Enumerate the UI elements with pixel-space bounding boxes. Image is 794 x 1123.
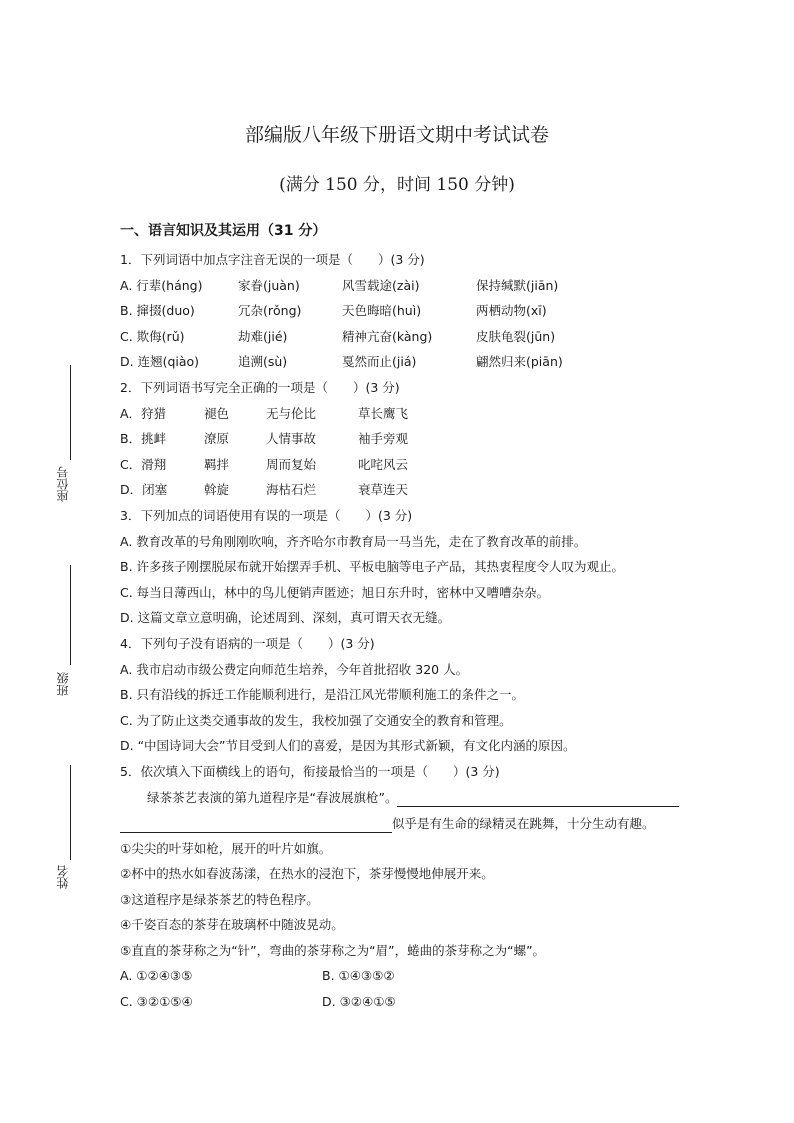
fill-blank[interactable] [120, 818, 392, 833]
option-word: 家眷(juàn) [238, 278, 300, 293]
option-word: 叱咤风云 [358, 457, 409, 472]
question-5-item: ②杯中的热水如春波荡漾，在热水的浸泡下，茶芽慢慢地伸展开来。 [120, 866, 494, 881]
option-word: 风雪载途(zài) [342, 278, 420, 293]
question-5-passage-line-1 [147, 789, 679, 807]
option-word: 翩然归来(piān) [476, 354, 563, 369]
question-4-option-c: C. 为了防止这类交通事故的发生，我校加强了交通安全的教育和管理。 [120, 713, 512, 728]
class-label: 班级 [56, 672, 70, 696]
option-word: 人情事故 [266, 431, 317, 446]
question-4-option-d: D. “中国诗词大会”节目受到人们的喜爱，是因为其形式新颖，有文化内涵的原因。 [120, 738, 576, 753]
option-word: 周而复始 [266, 457, 317, 472]
question-4-option-b: B. 只有沿线的拆迁工作能顺利进行，是沿江风光带顺利施工的条件之一。 [120, 687, 525, 702]
option-word: 追溯(sù) [238, 354, 288, 369]
question-3-option-d: D. 这篇文章立意明确，论述周到、深刻，真可谓天衣无缝。 [120, 610, 451, 625]
option-word: 海枯石烂 [266, 482, 317, 497]
option-word: A．狩猎 [120, 406, 167, 421]
name-label: 姓名 [56, 865, 70, 889]
option-word: C. 欺侮(rǔ) [120, 329, 185, 344]
option-c: C. ③②①⑤④ [120, 994, 193, 1009]
question-5-item: ⑤直直的茶芽称之为“针”，弯曲的茶芽称之为“眉”，蜷曲的茶芽称之为“螺”。 [120, 943, 546, 958]
name-blank-line [70, 765, 71, 860]
option-word: 草长鹰飞 [358, 406, 409, 421]
question-3-option-a: A. 教育改革的号角刚刚吹响，齐齐哈尔市教育局一马当先，走在了教育改革的前排。 [120, 534, 587, 549]
option-word: 袖手旁观 [358, 431, 409, 446]
option-word: 天色晦暗(huì) [342, 303, 422, 318]
question-4-stem: 4．下列句子没有语病的一项是（ ）(3 分) [120, 636, 375, 651]
passage-text: 绿茶茶艺表演的第九道程序是“春波展旗枪”。 [147, 790, 398, 805]
option-a: A. ①②④③⑤ [120, 968, 193, 983]
option-word: 无与伦比 [266, 406, 317, 421]
question-3-stem: 3．下列加点的词语使用有误的一项是（ ）(3 分) [120, 508, 413, 523]
option-word: B．挑衅 [120, 431, 167, 446]
option-d: D. ③②④①⑤ [322, 994, 396, 1009]
option-word: 羁拌 [204, 457, 230, 472]
option-word: C．滑翔 [120, 457, 167, 472]
option-word: 劫难(jié) [238, 329, 288, 344]
question-5-stem: 5．依次填入下面横线上的语句，衔接最恰当的一项是（ ）(3 分) [120, 764, 500, 779]
question-5-item: ④千姿百态的茶芽在玻璃杯中随波晃动。 [120, 917, 344, 932]
fill-blank[interactable] [397, 792, 679, 807]
option-word: D. 连翘(qiào) [120, 354, 200, 369]
question-3-option-b: B. 许多孩子刚摆脱尿布就开始摆弄手机、平板电脑等电子产品，其热衷程度令人叹为观止。 [120, 559, 625, 574]
passage-text: 似乎是有生命的绿精灵在跳舞，十分生动有趣。 [392, 816, 655, 831]
option-b: B. ①④③⑤② [322, 968, 395, 983]
option-word: 潦原 [204, 431, 230, 446]
page-title: 部编版八年级下册语文期中考试试卷 [244, 124, 549, 146]
question-5-passage-line-2 [120, 815, 655, 833]
question-2-stem: 2．下列词语书写完全正确的一项是（ ）(3 分) [120, 380, 400, 395]
class-blank-line [70, 565, 71, 665]
question-1-stem: 1．下列词语中加点字注音无误的一项是（ ）(3 分) [120, 252, 425, 267]
option-word: 褪色 [204, 406, 230, 421]
option-word: A. 行辈(háng) [120, 278, 203, 293]
question-3-option-c: C. 每当日薄西山，林中的鸟儿便销声匿迹；旭日东升时，密林中又嘈嘈杂杂。 [120, 585, 550, 600]
option-word: D．闭塞 [120, 482, 168, 497]
option-word: 精神亢奋(kàng) [342, 329, 433, 344]
option-word: 戛然而止(jiá) [342, 354, 417, 369]
option-word: 斡旋 [204, 482, 230, 497]
question-4-option-a: A. 我市启动市级公费定向师范生培养，今年首批招收 320 人。 [120, 662, 469, 677]
question-5-item: ①尖尖的叶芽如枪，展开的叶片如旗。 [120, 841, 332, 856]
seat-blank-line [70, 365, 71, 460]
option-word: 保持缄默(jiān) [476, 278, 559, 293]
seat-label: 座位号 [56, 466, 70, 502]
section-heading: 一、语言知识及其运用（31 分） [120, 223, 327, 239]
option-word: 两栖动物(xī) [476, 303, 547, 318]
option-word: 冗杂(rǒng) [238, 303, 302, 318]
option-word: 衰草连天 [358, 482, 409, 497]
option-word: B. 撺掇(duo) [120, 303, 195, 318]
page-subtitle: (满分 150 分，时间 150 分钟) [279, 175, 515, 195]
question-5-item: ③这道程序是绿茶茶艺的特色程序。 [120, 892, 319, 907]
option-word: 皮肤龟裂(jūn) [476, 329, 556, 344]
